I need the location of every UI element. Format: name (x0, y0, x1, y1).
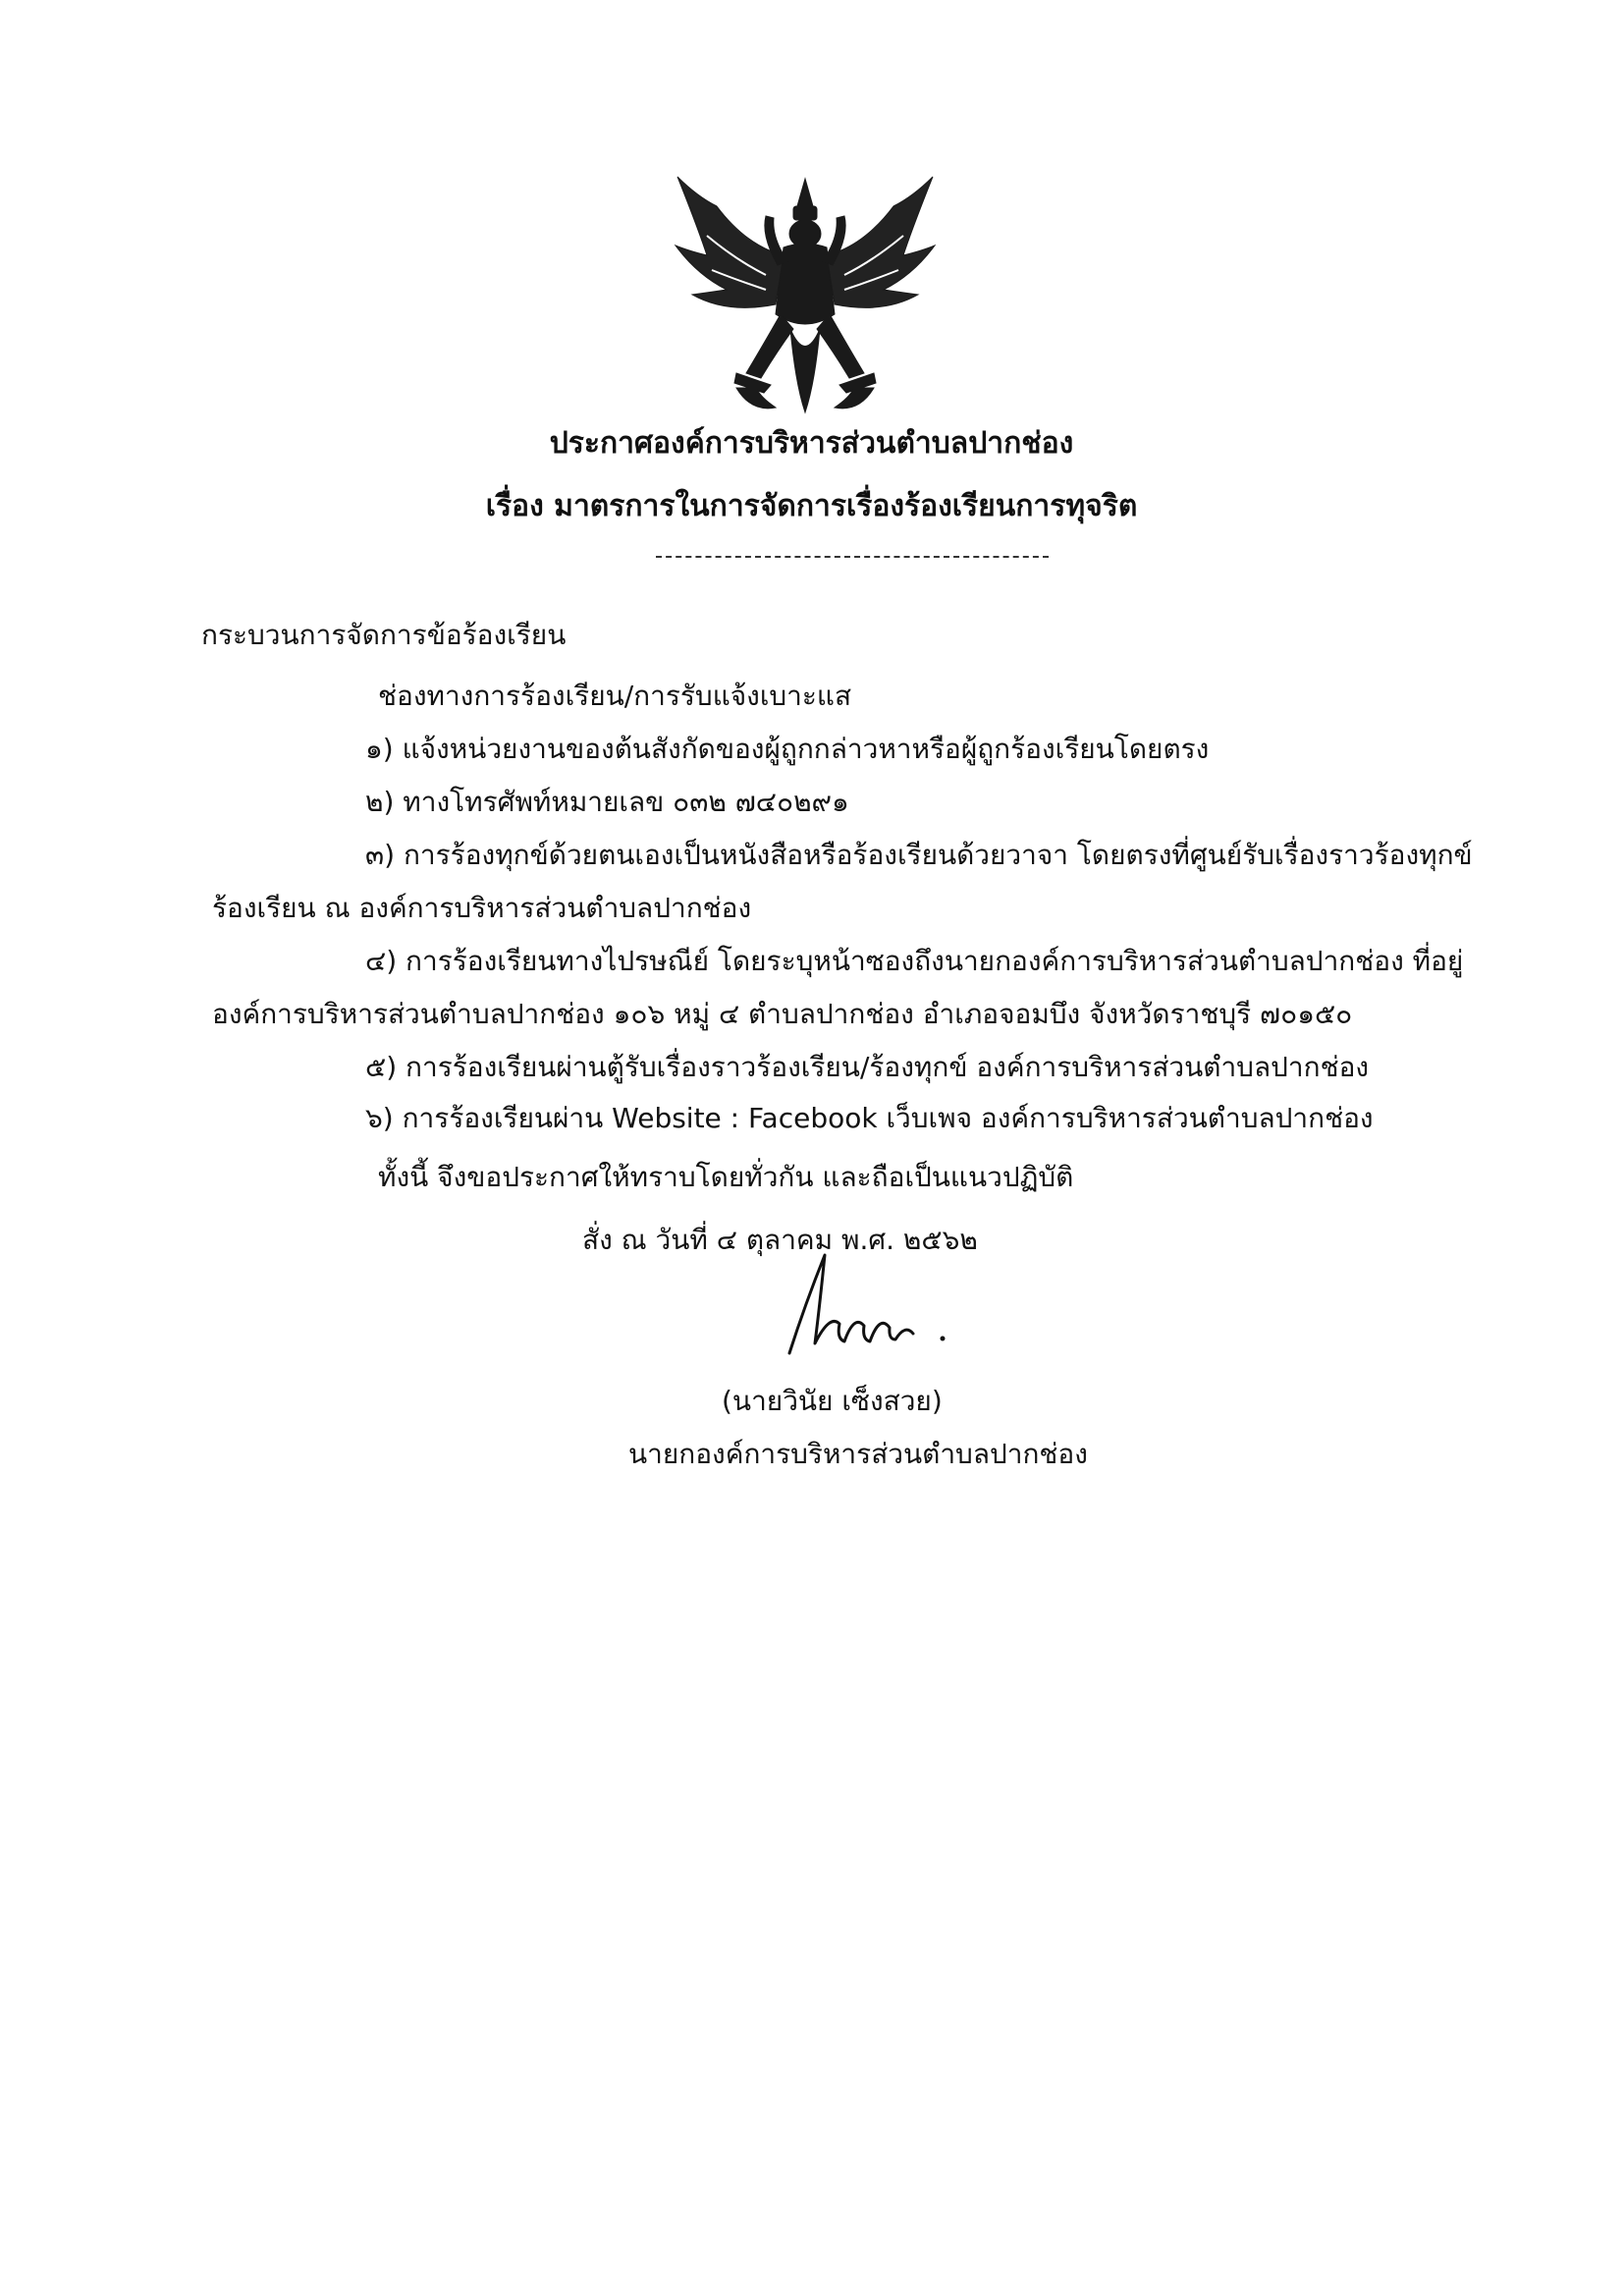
list-item: ๑) แจ้งหน่วยงานของต้นสังกัดของผู้ถูกกล่าวหาหรือผู้ถูกร้องเรียนโดยตรง (365, 733, 1210, 765)
announcement-subject: เรื่อง มาตรการในการจัดการเรื่องร้องเรียนการทุจริต (485, 489, 1138, 523)
channels-heading: ช่องทางการร้องเรียน/การรับแจ้งเบาะแส (378, 680, 852, 712)
list-item: ๓) การร้องทุกข์ด้วยตนเองเป็นหนังสือหรือร้องเรียนด้วยวาจา โดยตรงที่ศูนย์รับเรื่องราวร้องทุกข์ (365, 839, 1473, 871)
announcement-title: ประกาศองค์การบริหารส่วนตำบลปากช่อง (549, 426, 1074, 461)
list-item-continuation: องค์การบริหารส่วนตำบลปากช่อง ๑๐๖ หมู่ ๔ ตำบลปากช่อง อำเภอจอมบึง จังหวัดราชบุรี ๗๐๑๕๐ (212, 998, 1353, 1030)
list-item-continuation: ร้องเรียน ณ องค์การบริหารส่วนตำบลปากช่อง (212, 892, 752, 924)
signer-position: นายกองค์การบริหารส่วนตำบลปากช่อง (628, 1438, 1088, 1470)
list-item: ๒) ทางโทรศัพท์หมายเลข ๐๓๒ ๗๔๐๒๙๑ (365, 786, 849, 818)
list-item: ๔) การร้องเรียนทางไปรษณีย์ โดยระบุหน้าซองถึงนายกองค์การบริหารส่วนตำบลปากช่อง ที่อยู่ (365, 945, 1464, 977)
date-line: สั่ง ณ วันที่ ๔ ตุลาคม พ.ศ. ๒๕๖๒ (582, 1224, 978, 1256)
garuda-emblem-icon (668, 167, 943, 422)
signer-name: (นายวินัย เซ็งสวย) (722, 1385, 943, 1417)
list-item: ๕) การร้องเรียนผ่านตู้รับเรื่องราวร้องเรียน/ร้องทุกข์ องค์การบริหารส่วนตำบลปากช่อง (365, 1051, 1370, 1083)
closing-statement: ทั้งนี้ จึงขอประกาศให้ทราบโดยทั่วกัน และถือเป็นแนวปฏิบัติ (378, 1161, 1074, 1193)
title-separator (656, 556, 1049, 558)
list-item: ๖) การร้องเรียนผ่าน Website : Facebook เว็บเพจ องค์การบริหารส่วนตำบลปากช่อง (365, 1102, 1374, 1134)
handwritten-signature-icon (776, 1245, 972, 1363)
section-heading: กระบวนการจัดการข้อร้องเรียน (201, 619, 567, 651)
